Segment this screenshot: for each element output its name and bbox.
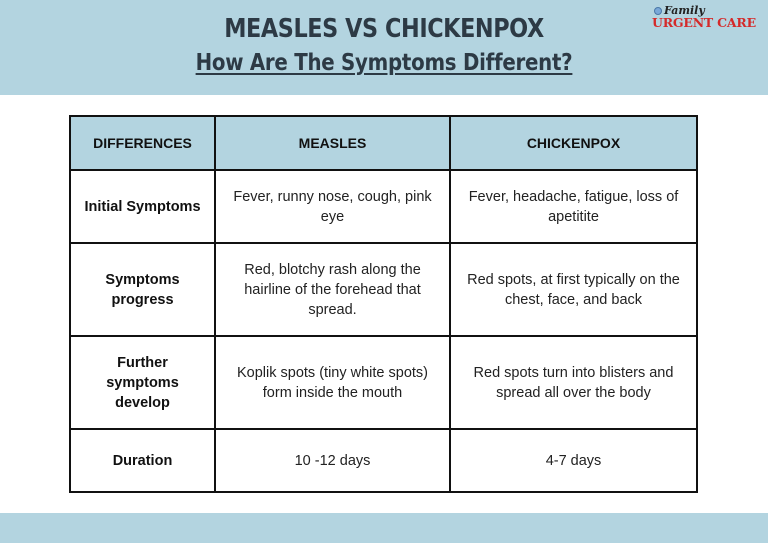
- column-header-differences: DIFFERENCES: [70, 116, 215, 170]
- column-header-measles: MEASLES: [215, 116, 450, 170]
- column-header-chickenpox: CHICKENPOX: [450, 116, 697, 170]
- chickenpox-cell: Fever, headache, fatigue, loss of apetitite: [450, 170, 697, 243]
- page-subtitle: How Are The Symptoms Different?: [195, 50, 573, 76]
- measles-cell: Koplik spots (tiny white spots) form inside the mouth: [215, 336, 450, 429]
- table-row: [70, 336, 697, 429]
- header-band: [0, 0, 768, 95]
- chickenpox-cell: Red spots turn into blisters and spread all over the body: [450, 336, 697, 429]
- table-row: [70, 243, 697, 336]
- chickenpox-cell: Red spots, at first typically on the chest, face, and back: [450, 243, 697, 336]
- brand-logo: [652, 4, 764, 34]
- logo-script-text: Family: [664, 4, 705, 17]
- page-title: MEASLES VS CHICKENPOX: [224, 14, 544, 44]
- logo-brand-text: URGENT CARE: [652, 15, 756, 30]
- row-label: Initial Symptoms: [70, 170, 215, 243]
- table-row: [70, 170, 697, 243]
- measles-cell: Fever, runny nose, cough, pink eye: [215, 170, 450, 243]
- measles-cell: 10 -12 days: [215, 429, 450, 492]
- chickenpox-cell: 4-7 days: [450, 429, 697, 492]
- measles-cell: Red, blotchy rash along the hairline of the forehead that spread.: [215, 243, 450, 336]
- logo-emblem-icon: [654, 7, 662, 15]
- table-row: [70, 429, 697, 492]
- footer-band: [0, 513, 768, 543]
- row-label: Symptoms progress: [70, 243, 215, 336]
- comparison-table: [69, 115, 698, 493]
- row-label: Duration: [70, 429, 215, 492]
- table-header-row: [70, 116, 697, 170]
- row-label: Further symptoms develop: [70, 336, 215, 429]
